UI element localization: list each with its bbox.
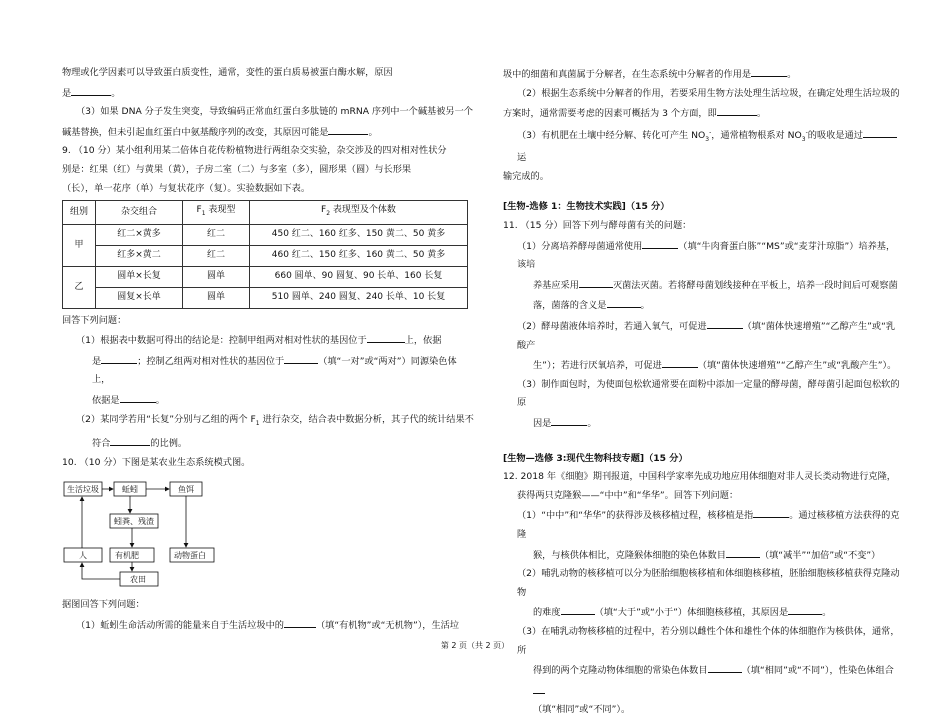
f1-cell: 圆单 xyxy=(183,266,250,287)
answer-blank[interactable] xyxy=(642,236,678,249)
answer-blank[interactable] xyxy=(579,275,613,288)
text-line: 据图回答下列问题： xyxy=(62,599,145,611)
text-line: （长），单一花序（单）与复状花序（复）。实验数据如下表。 xyxy=(62,182,311,194)
label-fish: 鱼饵 xyxy=(178,485,194,495)
text-line: 猴，与核供体相比，克隆猴体细胞的染色体数目 （填“减半”“加倍”或“不变”） xyxy=(503,545,903,566)
cross-cell: 红多×黄二 xyxy=(96,245,183,266)
answer-blank[interactable] xyxy=(328,122,368,135)
label-worm: 蚯蚓 xyxy=(122,485,138,495)
answer-blank[interactable] xyxy=(533,681,545,694)
text-line: （2）某同学若用“长复”分别与乙组的两个 $F_1$ 进行杂交，结合表中数据分析，其子代的统计结果不 xyxy=(76,413,474,427)
answer-blank[interactable] xyxy=(120,390,156,403)
label-people: 人 xyxy=(79,551,87,561)
f2-cell: 660 圆单、90 圆复、90 长单、160 长复 xyxy=(250,266,468,287)
cross-data-table xyxy=(62,200,468,308)
section-heading: [生物—选修 3:现代生物科技专题]（15 分） xyxy=(503,452,688,464)
answer-blank[interactable] xyxy=(863,125,897,138)
answer-blank[interactable] xyxy=(662,355,698,368)
answer-blank[interactable] xyxy=(717,103,757,116)
header-f2: $F_2$ 表现型及个体数 xyxy=(250,201,468,224)
text-line: （2）根据生态系统中分解者的作用，若要采用生物方法处理生活垃圾，在确定处理生活垃圾的 xyxy=(517,87,900,99)
f1-cell: 圆单 xyxy=(183,287,250,308)
label-organic: 有机肥 xyxy=(115,551,139,561)
table-row xyxy=(63,224,468,245)
answer-blank[interactable] xyxy=(367,330,405,343)
header-f1: $F_1$ 表现型 xyxy=(183,201,250,224)
text-line: 获得两只克隆猴——“中中”和“华华”。回答下列问题： xyxy=(517,489,739,501)
text-line: 养基应采用 灭菌法灭菌。若将酵母菌划线接种在平板上，培养一段时间后可观察菌 xyxy=(503,275,903,296)
section-heading: [生物-选修 1：生物技术实践]（15 分） xyxy=(503,201,670,213)
text-line: 圾中的细菌和真菌属于分解者，在生态系统中分解者的作用是 。 xyxy=(503,64,903,85)
answer-blank[interactable] xyxy=(708,660,742,673)
text-line: （3）有机肥在土壤中经分解、转化可产生 $NO_3^-$，通常植物根系对 $NO_3^-$的吸收是通过运 xyxy=(503,124,903,168)
arrow xyxy=(82,563,120,579)
answer-blank[interactable] xyxy=(71,83,111,96)
text-line: 符合 的比例。 xyxy=(62,433,474,454)
text-line: 是 。 xyxy=(62,83,474,104)
text-line: （3）在哺乳动物核移植的过程中，若分别以雌性个体和雄性个体的体细胞作为核供体，通常，所 xyxy=(517,625,900,656)
text-line: 生”）；若进行厌氧培养，可促进 （填“菌体快速增殖”“乙醇产生”或“乳酸产生”）。 xyxy=(503,355,903,376)
question-11: 11. （15 分）回答下列与酵母菌有关的问题： xyxy=(503,220,692,232)
text-line: 落，菌落的含义是 。 xyxy=(503,295,903,316)
f1-cell: 红二 xyxy=(183,245,250,266)
text-line: 得到的两个克隆动物体细胞的常染色体数目 （填“相同”或“不同”），性染色体组合 xyxy=(503,660,903,701)
answer-blank[interactable] xyxy=(551,413,587,426)
text-line: （1）蚯蚓生命活动所需的能量来自于生活垃圾中的 （填“有机物”或“无机物”），生活垃 xyxy=(62,615,474,636)
table-row xyxy=(63,287,468,308)
answer-blank[interactable] xyxy=(284,351,318,364)
answer-blank[interactable] xyxy=(110,433,150,446)
text-line: （1）“中中”和“华华”的获得涉及核移植过程，核移植是指 。通过核移植方法获得的克隆 xyxy=(503,505,903,544)
table-row xyxy=(63,266,468,287)
header-group: 组别 xyxy=(63,201,96,224)
cross-cell: 圆单×长复 xyxy=(96,266,183,287)
cross-cell: 红二×黄多 xyxy=(96,224,183,245)
answer-blank[interactable] xyxy=(101,351,137,364)
answer-blank[interactable] xyxy=(284,615,316,628)
text-line: （2）酵母菌液体培养时，若通入氧气，可促进 （填“菌体快速增殖”“乙醇产生”或“乳酸产 xyxy=(503,316,903,355)
text-line: （填“相同”或“不同”）。 xyxy=(533,704,631,716)
text-line: 回答下列问题： xyxy=(62,314,127,326)
label-crops: 农田 xyxy=(130,575,146,585)
label-waste: 生活垃圾 xyxy=(67,485,99,495)
group-cell: 乙 xyxy=(63,266,96,308)
f1-cell: 红二 xyxy=(183,224,250,245)
f2-cell: 450 红二、160 红多、150 黄二、50 黄多 xyxy=(250,224,468,245)
table-row xyxy=(63,245,468,266)
answer-blank[interactable] xyxy=(788,602,822,615)
text-line: 输完成的。 xyxy=(503,170,549,182)
answer-blank[interactable] xyxy=(726,545,760,558)
text-line: 方案时，通常需要考虑的因素可概括为 3 个方面，即 。 xyxy=(503,103,903,124)
header-cross: 杂交组合 xyxy=(96,201,183,224)
question-9: 9. （10 分）某小组利用某二倍体自花传粉植物进行两组杂交实验，杂交涉及的四对相对性状分 xyxy=(62,145,447,157)
text-line: 物理或化学因素可以导致蛋白质变性，通常，变性的蛋白质易被蛋白酶水解，原因 xyxy=(62,67,393,78)
ecosystem-diagram xyxy=(62,474,272,594)
text-line: （2）哺乳动物的核移植可以分为胚胎细胞核移植和体细胞核移植，胚胎细胞核移植获得克隆动物 xyxy=(517,568,900,598)
text-line: 依据是 。 xyxy=(62,390,474,411)
text-line: （3）如果 DNA 分子发生突变，导致编码正常血红蛋白多肽链的 mRNA 序列中一个碱基被另一个 xyxy=(76,106,473,118)
cross-cell: 圆复×长单 xyxy=(96,287,183,308)
f2-cell: 510 圆单、240 圆复、240 长单、10 长复 xyxy=(250,287,468,308)
question-12: 12. 2018 年《细胞》期刊报道，中国科学家率先成功地应用体细胞对非人灵长类动物进行克隆， xyxy=(503,471,896,483)
answer-blank[interactable] xyxy=(707,316,743,329)
text-line: （1）分离培养酵母菌通常使用 （填“牛肉膏蛋白胨”“MS”或“麦芽汁琼脂”）培养基，该培 xyxy=(503,236,903,275)
question-10: 10. （10 分）下图是某农业生态系统模式图。 xyxy=(62,456,251,468)
answer-blank[interactable] xyxy=(607,295,641,308)
group-cell: 甲 xyxy=(63,224,96,266)
answer-blank[interactable] xyxy=(561,602,595,615)
text-line: 是 ；控制乙组两对相对性状的基因位于 （填“一对”或“两对”）同源染色体上， xyxy=(62,351,474,390)
text-line: 的难度 （填“大于”或“小于”）体细胞核移植，其原因是 。 xyxy=(503,602,903,623)
left-column xyxy=(62,64,474,635)
text-line: 碱基替换，但未引起血红蛋白中氨基酸序列的改变，其原因可能是 。 xyxy=(62,122,474,143)
answer-blank[interactable] xyxy=(751,64,787,77)
text-line: 因是 。 xyxy=(503,413,903,434)
table-header-row xyxy=(63,201,468,224)
f2-cell: 460 红二、150 红多、160 黄二、50 黄多 xyxy=(250,245,468,266)
right-column xyxy=(503,64,903,720)
page-footer: 第 2 页（共 2 页） xyxy=(440,641,510,650)
label-protein: 动物蛋白 xyxy=(174,551,206,561)
text-line: 别是：红果（红）与黄果（黄），子房二室（二）与多室（多），圆形果（圆）与长形果 xyxy=(62,163,412,175)
answer-blank[interactable] xyxy=(753,505,789,518)
text-line: （1）根据表中数据可得出的结论是：控制甲组两对相对性状的基因位于 上，依据 xyxy=(62,330,474,351)
label-manure: 蚓粪、残渣 xyxy=(114,517,154,527)
text-line: （3）制作面包时，为使面包松软通常要在面粉中添加一定量的酵母菌，酵母菌引起面包松软的原 xyxy=(517,378,900,409)
